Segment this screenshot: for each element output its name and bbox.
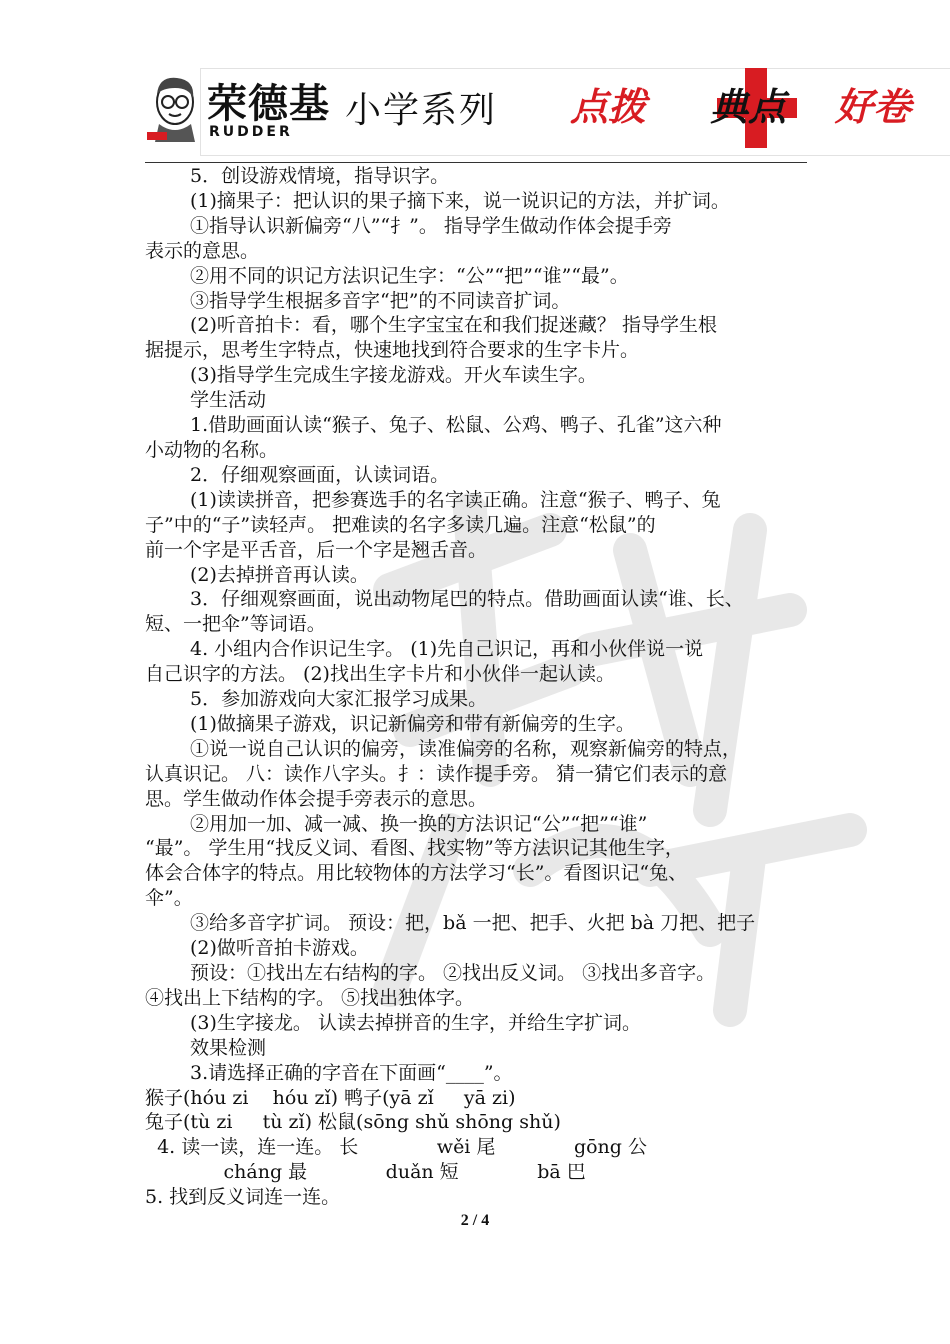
text-line: 子”中的“子”读轻声。 把难读的名字多读几遍。注意“松鼠”的	[145, 513, 656, 536]
brand-name-en: RUDDER	[209, 124, 293, 140]
text-line: 自己识字的方法。 (2)找出生字卡片和小伙伴一起认读。	[145, 663, 615, 686]
text-line: 体会合体字的特点。用比较物体的方法学习“长”。看图识记“兔、	[145, 862, 688, 885]
text-line: 4. 读一读，连一连。 长 wěi 尾 gōng 公	[145, 1136, 647, 1159]
text-line: 表示的意思。	[145, 239, 260, 262]
text-line: 4. 小组内合作识记生字。 (1)先自己识记，再和小伙伴说一说	[190, 638, 704, 661]
logo-portrait-icon	[145, 74, 203, 144]
text-line: (1)做摘果子游戏，识记新偏旁和带有新偏旁的生字。	[190, 712, 635, 735]
text-line: ③指导学生根据多音字“把”的不同读音扩词。	[190, 289, 571, 312]
document-body	[145, 164, 825, 1210]
text-line: cháng 最 duǎn 短 bā 巴	[145, 1161, 586, 1184]
text-line: ④找出上下结构的字。 ⑤找出独体字。	[145, 986, 475, 1009]
text-line: 5．参加游戏向大家汇报学习成果。	[190, 688, 488, 711]
text-line: 伞”。	[145, 887, 193, 910]
text-line: 思。学生做动作体会提手旁表示的意思。	[145, 787, 488, 810]
page-header	[145, 62, 950, 158]
text-line: 小动物的名称。	[145, 438, 279, 461]
text-line: 5. 找到反义词连一连。	[145, 1186, 341, 1209]
text-line: 据提示，思考生字特点，快速地找到符合要求的生字卡片。	[145, 339, 640, 362]
text-line: 短、一把伞”等词语。	[145, 613, 326, 636]
text-line: 前一个字是平舌音，后一个字是翘舌音。	[145, 538, 488, 561]
text-line: (1)读读拼音，把参赛选手的名字读正确。注意“猴子、鸭子、兔	[190, 488, 721, 511]
text-line: 效果检测	[190, 1036, 267, 1059]
text-line: (2)去掉拼音再认读。	[190, 563, 369, 586]
text-line: (3)指导学生完成生字接龙游戏。开火车读生字。	[190, 364, 597, 387]
page-number: 2 / 4	[460, 1212, 490, 1229]
text-line: 3.请选择正确的字音在下面画“____”。	[190, 1061, 513, 1084]
text-line: ①说一说自己认识的偏旁，读准偏旁的名称，观察新偏旁的特点，	[190, 737, 742, 760]
text-line: 1.借助画面认读“猴子、兔子、松鼠、公鸡、鸭子、孔雀”这六种	[190, 414, 722, 437]
text-line: ③给多音字扩词。 预设：把，bǎ 一把、把手、火把 bà 刀把、把子	[190, 912, 756, 935]
header-divider	[145, 162, 807, 163]
text-line: ②用不同的识记方法识记生字：“公”“把”“谁”“最”。	[190, 264, 629, 287]
text-line: 猴子(hóu zi hóu zǐ) 鸭子(yā zǐ yā zi)	[145, 1086, 516, 1109]
text-line: 学生活动	[190, 389, 267, 412]
text-line: (2)听音拍卡：看，哪个生字宝宝在和我们捉迷藏？ 指导学生根	[190, 314, 717, 337]
text-line: “最”。 学生用“找反义词、看图、找实物”等方法识记其他生字，	[145, 837, 684, 860]
text-line: 5．创设游戏情境，指导识字。	[190, 165, 450, 187]
text-line: (2)做听音拍卡游戏。	[190, 937, 369, 960]
tag-diandian: 典点	[710, 85, 787, 129]
tag-haojuan: 好卷	[835, 85, 912, 129]
series-title: 小学系列	[345, 90, 498, 131]
text-line: 2．仔细观察画面，认读词语。	[190, 463, 450, 486]
text-line: ②用加一加、减一减、换一换的方法识记“公”“把”“谁”	[190, 812, 648, 835]
text-line: ①指导认识新偏旁“八”“扌”。 指导学生做动作体会提手旁	[190, 214, 672, 237]
tag-dianbo: 点拨	[570, 85, 647, 129]
text-line: (3)生字接龙。 认读去掉拼音的生字，并给生字扩词。	[190, 1011, 641, 1034]
text-line: 预设：①找出左右结构的字。 ②找出反义词。 ③找出多音字。	[190, 962, 716, 984]
brand-name: 荣德基	[207, 81, 330, 127]
text-line: 3．仔细观察画面，说出动物尾巴的特点。借助画面认读“谁、长、	[190, 588, 744, 611]
text-line: 兔子(tù zi tù zǐ) 松鼠(sōng shǔ shōng shǔ)	[145, 1111, 561, 1134]
text-line: 认真识记。 八：读作八字头。扌：读作提手旁。 猜一猜它们表示的意	[145, 762, 728, 785]
text-line: (1)摘果子：把认识的果子摘下来，说一说识记的方法，并扩词。	[190, 189, 730, 212]
